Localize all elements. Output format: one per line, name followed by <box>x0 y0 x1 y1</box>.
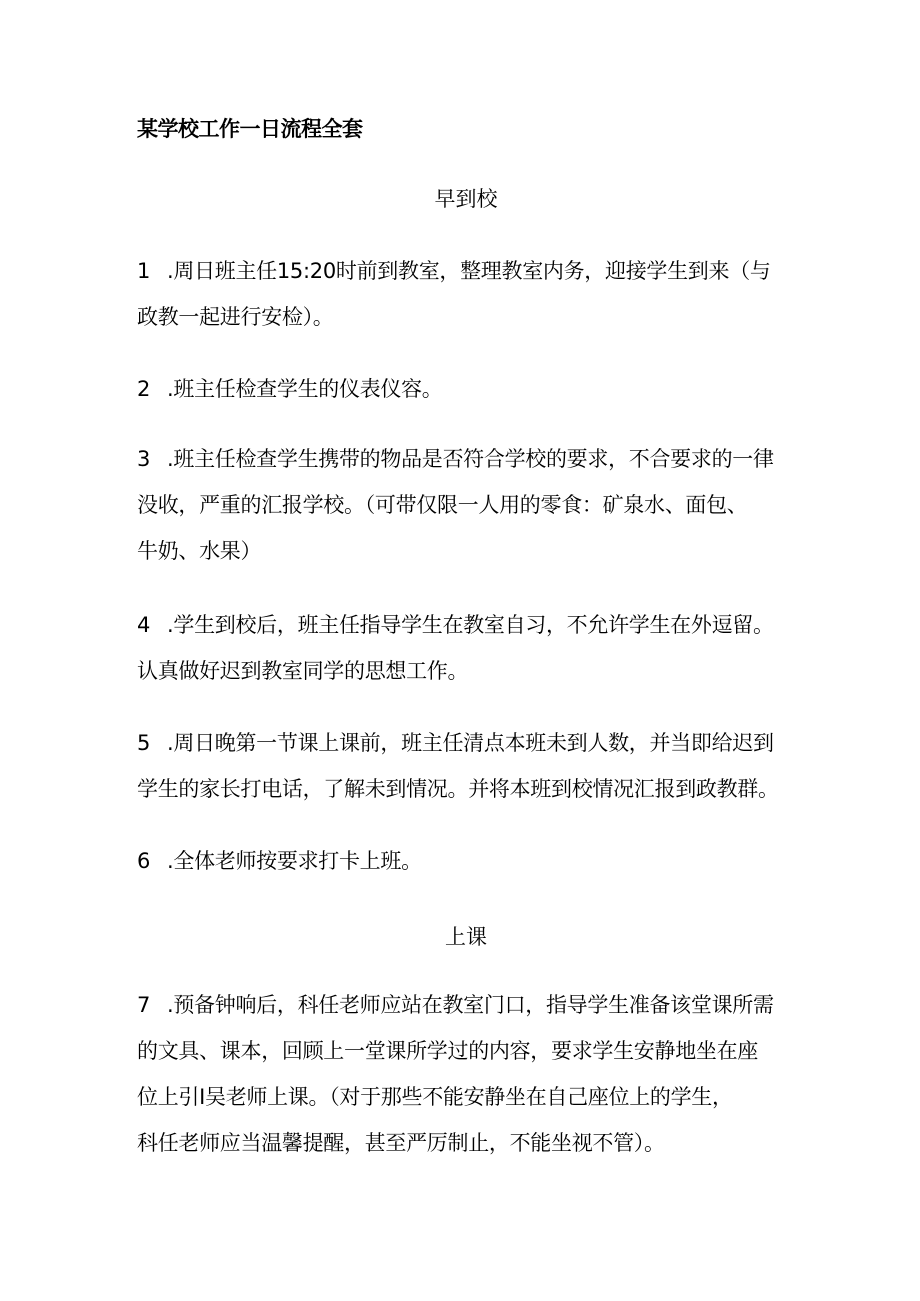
list-item <box>137 982 817 1166</box>
item-number: 6 <box>137 849 151 873</box>
item-number: 4 <box>137 613 151 637</box>
item-text: .预备钟响后，科任老师应站在教室门口，指导学生准备该堂课所需 <box>167 993 774 1017</box>
item-line <box>137 248 817 294</box>
list-item <box>137 602 817 694</box>
item-line: 政教一起进行安检）。 <box>137 305 334 329</box>
item-text: .周日晚第一节课上课前，班主任清点本班未到人数，并当即给迟到 <box>167 731 774 755</box>
item-number: 1 <box>137 259 151 283</box>
list-item <box>137 838 817 884</box>
item-line <box>137 366 817 412</box>
section-heading-arrival: 早到校 <box>434 187 498 211</box>
item-text: .周日班主任15:20时前到教室，整理教室内务，迎接学生到来（与 <box>167 259 771 283</box>
item-text: .学生到校后，班主任指导学生在教室自习，不允许学生在外逗留。 <box>167 613 774 637</box>
section-heading-class: 上课 <box>445 925 487 949</box>
document-title: 某学校工作一日流程全套 <box>137 117 363 141</box>
item-text: .全体老师按要求打卡上班。 <box>167 849 422 873</box>
item-line <box>137 982 817 1028</box>
item-line <box>137 720 817 766</box>
list-item <box>137 720 817 812</box>
item-line <box>137 838 817 884</box>
item-line <box>137 436 817 482</box>
item-text: .班主任检查学生的仪表仪容。 <box>167 377 443 401</box>
item-number: 2 <box>137 377 151 401</box>
item-number: 5 <box>137 731 151 755</box>
item-line: 位上引I吴老师上课。（对于那些不能安静坐在自己座位上的学生， <box>137 1085 733 1109</box>
item-line <box>137 602 817 648</box>
list-item <box>137 366 817 412</box>
item-number: 3 <box>137 447 151 471</box>
item-text: .班主任检查学生携带的物品是否符合学校的要求，不合要求的一律 <box>167 447 774 471</box>
item-line: 认真做好迟到教室同学的思想工作。 <box>137 659 469 683</box>
item-number: 7 <box>137 993 151 1017</box>
item-line: 牛奶、水果） <box>137 539 262 563</box>
list-item <box>137 436 817 574</box>
item-line: 科任老师应当温馨提醒，甚至严厉制止，不能坐视不管）。 <box>137 1131 665 1155</box>
item-line: 没收，严重的汇报学校。（可带仅限一人用的零食：矿泉水、面包、 <box>137 493 748 517</box>
item-line: 的文具、课本，回顾上一堂课所学过的内容，要求学生安静地坐在座 <box>137 1039 758 1063</box>
list-item <box>137 248 817 340</box>
item-line: 学生的家长打电话，了解未到情况。并将本班到校情况汇报到政教群。 <box>137 777 779 801</box>
